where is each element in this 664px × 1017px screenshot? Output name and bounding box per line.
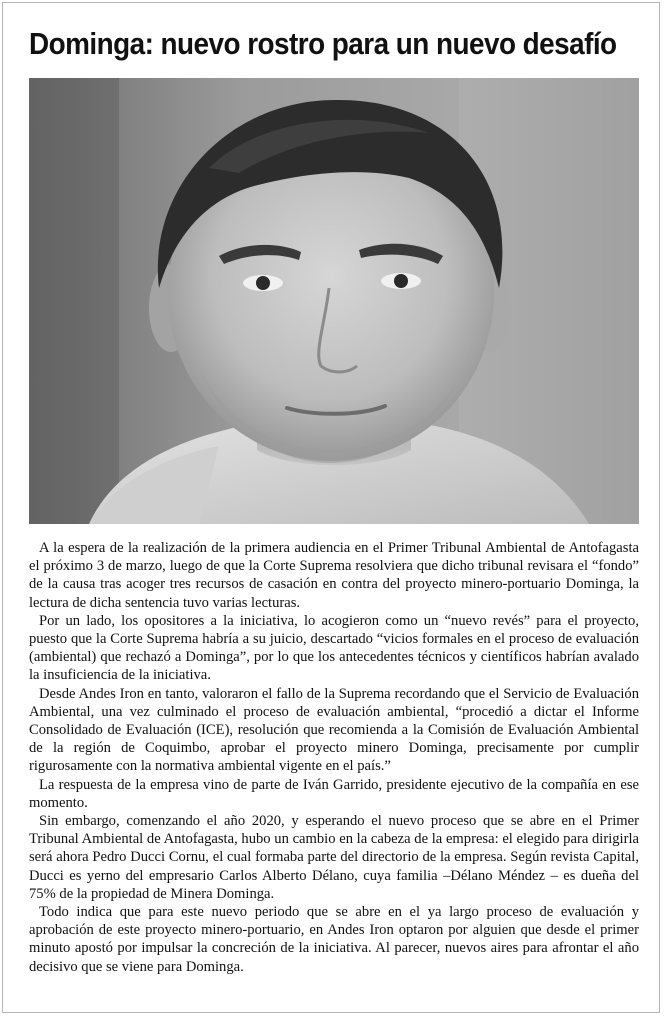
portrait-illustration <box>29 78 639 524</box>
paragraph: Sin embargo, comenzando el año 2020, y esperando el nuevo proceso que se abre en el Primer Tribunal Ambiental de Antofagasta, hubo un cambio en la cabeza de la empresa: el elegido para dirigirla será ahora Pedro Ducci Cornu, el cual formaba parte del directorio de la empresa. Según revista Capital, Ducci es yerno del empresario Carlos Alberto Délano, cuya familia –Délano Méndez – es dueña del 75% de la propiedad de Minera Dominga. <box>29 813 639 902</box>
paragraph: Por un lado, los opositores a la iniciativa, lo acogieron como un “nuevo revés” para el proyecto, puesto que la Corte Suprema habría a su juicio, descartado “vicios formales en el proceso de evaluación (ambiental) que rechazó a Dominga”, por lo que los antecedentes técnicos y científicos habrían avalado la insuficiencia de la iniciativa. <box>29 612 639 684</box>
paragraph: Desde Andes Iron en tanto, valoraron el fallo de la Suprema recordando que el Servicio de Evaluación Ambiental, una vez culminado el proceso de evaluación ambiental, “procedió a dictar el Informe Consolidado de Evaluación (ICE), resolución que recomienda a la Comisión de Evaluación Ambiental de la región de Coquimbo, aprobar el proyecto minero Dominga, precisamente por cumplir rigurosamente con la normativa ambiental vigente en el país.” <box>29 685 639 775</box>
portrait-photo <box>29 78 639 524</box>
article-body <box>29 539 639 976</box>
paragraph: A la espera de la realización de la primera audiencia en el Primer Tribunal Ambiental de Antofagasta el próximo 3 de marzo, luego de que la Corte Suprema resolviera que dicho tribunal revisara el “fondo” de la causa tras acoger tres recursos de casación en contra del proyecto minero-portuario Dominga, la lectura de dicha sentencia tuvo varias lecturas. <box>29 540 639 611</box>
paragraph: Todo indica que para este nuevo periodo que se abre en el ya largo proceso de evaluación y aprobación de este proyecto minero-portuario, en Andes Iron optaron por alguien que desde el primer minuto apostó por impulsar la concreción de la iniciativa. Al parecer, nuevos aires para afrontar el año decisivo que se viene para Dominga. <box>29 904 639 975</box>
headline: Dominga: nuevo rostro para un nuevo desafío <box>29 26 617 61</box>
paragraph: La respuesta de la empresa vino de parte de Iván Garrido, presidente ejecutivo de la compañía en ese momento. <box>29 776 639 811</box>
